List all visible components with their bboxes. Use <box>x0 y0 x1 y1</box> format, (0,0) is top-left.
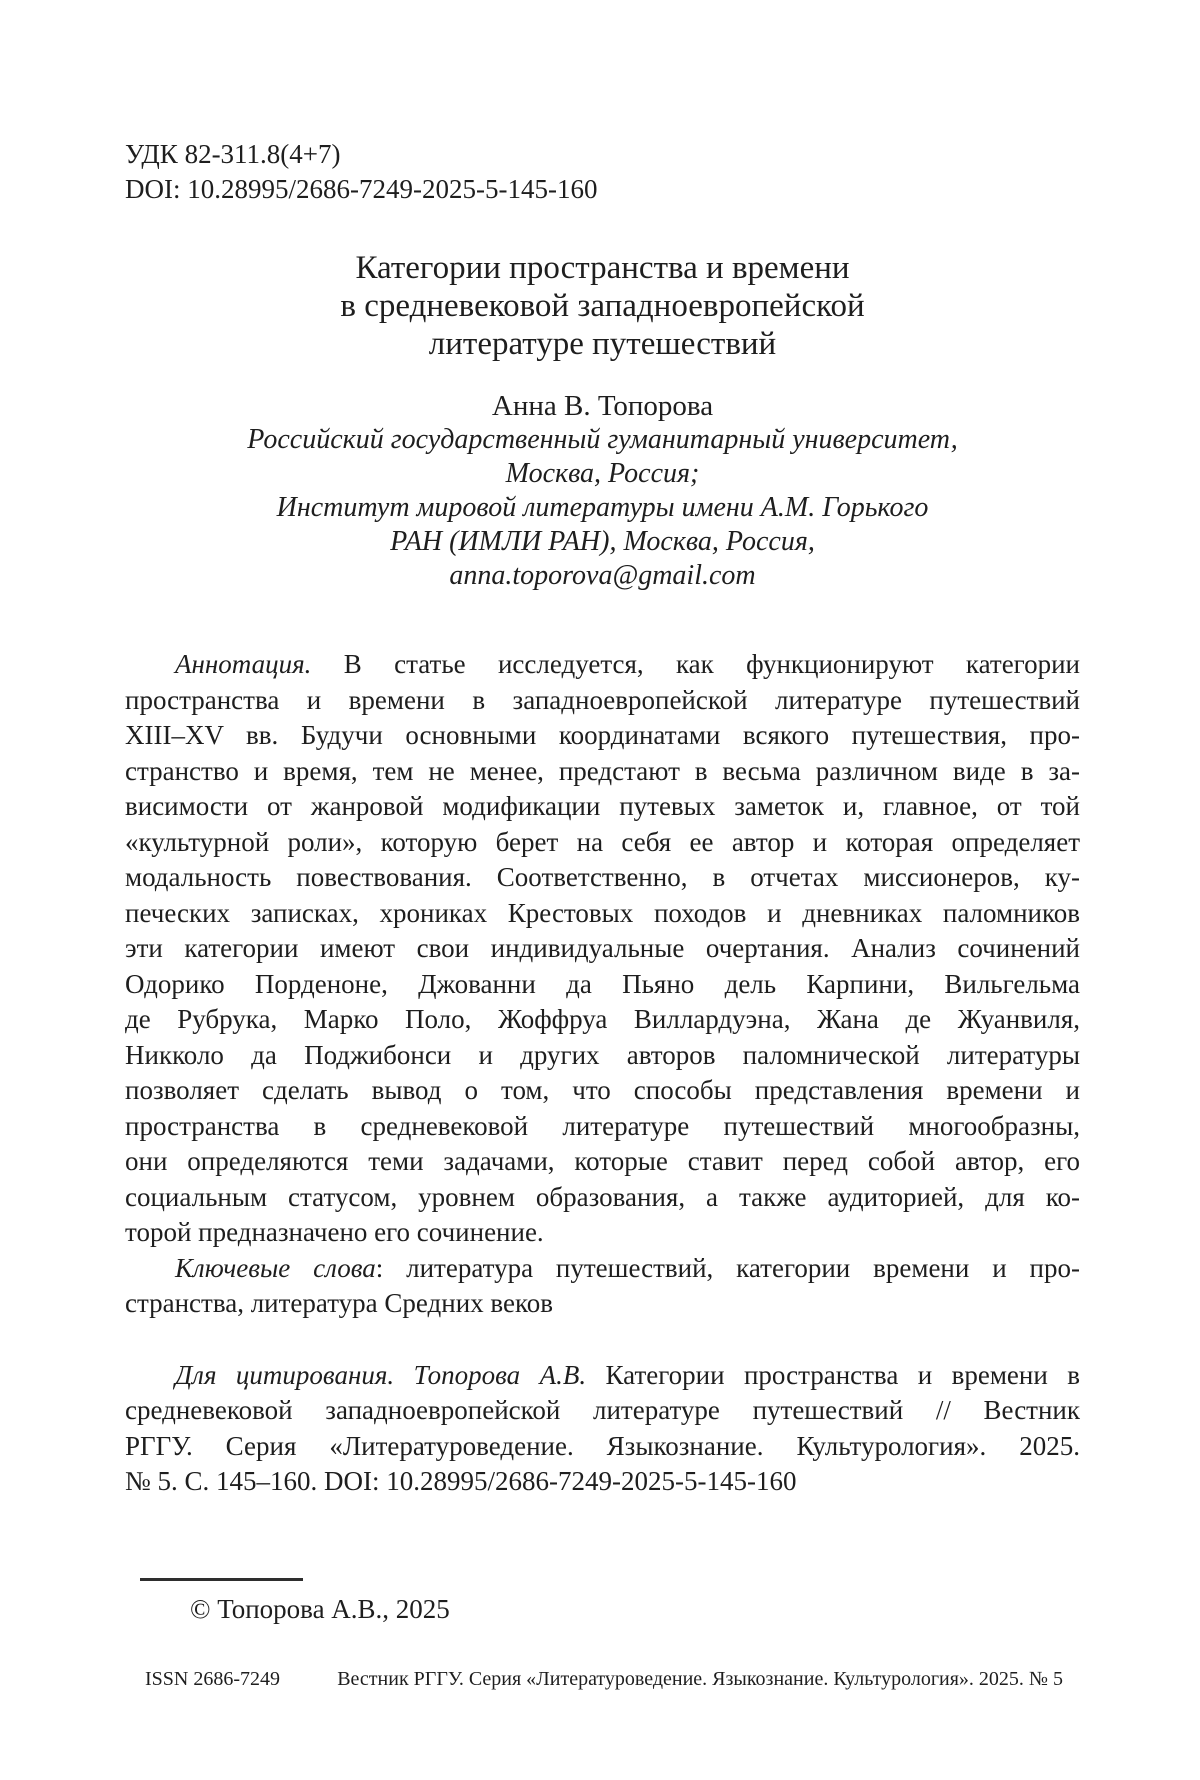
text-line: де Рубрука, Марко Поло, Жоффруа Виллардуэна, Жана де Жуанвиля, <box>125 1004 1080 1034</box>
text-line: Никколо да Поджибонси и других авторов паломнической литературы <box>125 1039 1080 1070</box>
citation-label: Для цитирования. Топорова А.В. <box>175 1359 587 1390</box>
text-line: Одорико Порденоне, Джованни да Пьяно дель Карпини, Вильгельма <box>125 968 1080 999</box>
text-line: висимости от жанровой модификации путевых заметок и, главное, от той <box>125 791 1080 821</box>
text-line: модальность повествования. Соответственно, в отчетах миссионеров, ку- <box>125 862 1080 892</box>
abstract-first-line <box>125 647 1080 683</box>
citation-first-line-text: Категории пространства и времени в <box>586 1359 1080 1390</box>
citation-paragraph <box>125 1358 1080 1500</box>
text-line: позволяет сделать вывод о том, что способы представления времени и <box>125 1075 1080 1105</box>
text-line: эти категории имеют свои индивидуальные очертания. Анализ сочинений <box>125 933 1080 963</box>
abstract-lines <box>125 683 1080 1251</box>
text-line: печеских записках, хрониках Крестовых походов и дневниках паломников <box>125 897 1080 928</box>
keywords-first-line <box>125 1251 1080 1287</box>
affiliation-line: Российский государственный гуманитарный университет, <box>247 424 958 455</box>
doi-line: DOI: 10.28995/2686-7249-2025-5-145-160 <box>125 174 598 204</box>
udk-doi-block <box>125 0 1080 207</box>
author-affiliation <box>125 423 1080 593</box>
affiliation-line: РАН (ИМЛИ РАН), Москва, Россия, <box>390 526 815 557</box>
text-line: пространства и времени в западноевропейской литературе путешествий <box>125 684 1080 715</box>
udk-line: УДК 82-311.8(4+7) <box>125 139 341 169</box>
citation-lines <box>125 1393 1080 1500</box>
text-line: № 5. С. 145–160. DOI: 10.28995/2686-7249-2025-5-145-160 <box>125 1466 797 1496</box>
affiliation-line: Институт мировой литературы имени А.М. Горького <box>276 492 929 523</box>
title-line: литературе путешествий <box>428 326 777 362</box>
citation-first-line <box>125 1358 1080 1394</box>
text-line: странство и время, тем не менее, предстают в весьма различном виде в за- <box>125 755 1080 786</box>
text-line: социальным статусом, уровнем образования, а также аудиторией, для ко- <box>125 1181 1080 1212</box>
title-line: в средневековой западноевропейской <box>340 288 865 324</box>
text-line: странства, литература Средних веков <box>125 1288 553 1318</box>
text-line: РГГУ. Серия «Литературоведение. Языкознание. Культурология». 2025. <box>125 1430 1080 1461</box>
keywords-lines <box>125 1286 1080 1322</box>
keywords-first-line-text: : литература путешествий, категории времени и про- <box>375 1252 1080 1283</box>
abstract-and-keywords <box>125 647 1080 1500</box>
footer-issn: ISSN 2686-7249 <box>145 1668 281 1690</box>
abstract-label: Аннотация. <box>175 649 312 679</box>
abstract-paragraph <box>125 647 1080 1251</box>
footer-journal-title: Вестник РГГУ. Серия «Литературоведение. Языкознание. Культурология». 2025. № 5 <box>337 1668 1063 1690</box>
copyright-divider <box>140 1578 303 1581</box>
text-line: XIII–XV вв. Будучи основными координатами всякого путешествия, про- <box>125 720 1080 750</box>
text-line: торой предназначено его сочинение. <box>125 1217 544 1247</box>
text-line: средневековой западноевропейской литературе путешествий // Вестник <box>125 1395 1080 1425</box>
article-title <box>125 249 1080 363</box>
text-line: пространства в средневековой литературе путешествий многообразны, <box>125 1110 1080 1141</box>
text-line: они определяются теми задачами, которые ставит перед собой автор, его <box>125 1146 1080 1176</box>
author-email: anna.toporova@gmail.com <box>449 560 756 591</box>
keywords-label: Ключевые слова <box>175 1252 376 1283</box>
author-name: Анна В. Топорова <box>491 390 714 422</box>
title-line: Категории пространства и времени <box>355 250 850 286</box>
copyright-notice: © Топорова А.В., 2025 <box>190 1594 450 1624</box>
affiliation-line: Москва, Россия; <box>505 458 700 489</box>
page-footer <box>145 1666 1063 1692</box>
abstract-first-line-text: В статье исследуется, как функционируют категории <box>311 649 1080 679</box>
keywords-paragraph <box>125 1251 1080 1322</box>
text-line: «культурной роли», которую берет на себя ее автор и которая определяет <box>125 826 1080 857</box>
